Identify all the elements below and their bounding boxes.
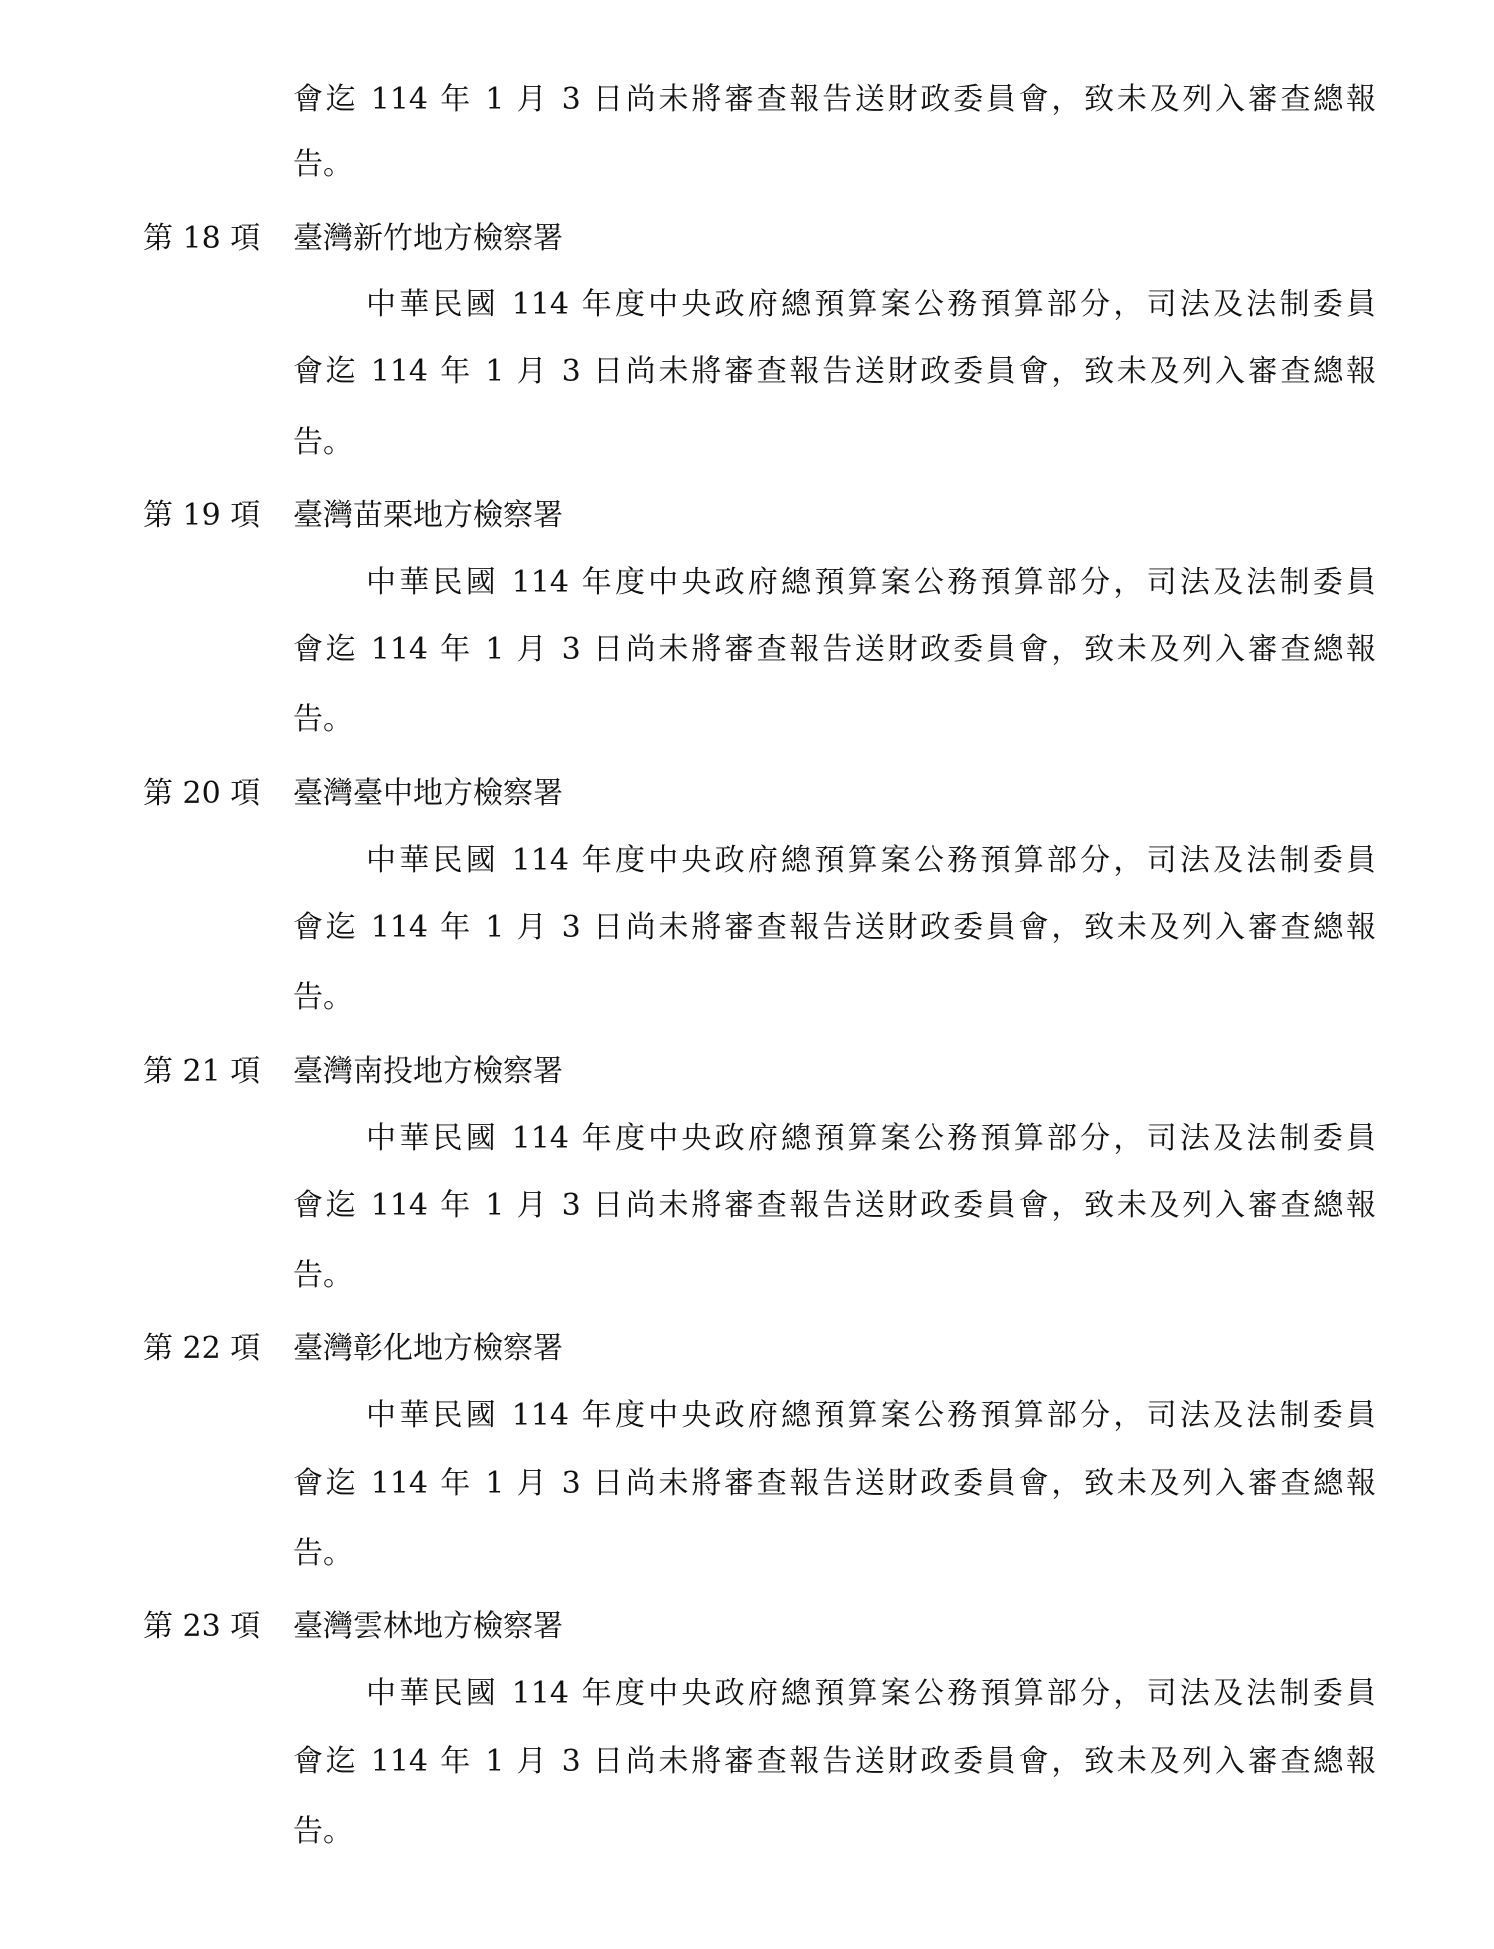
item-20-body-line-3: 告。 bbox=[293, 980, 353, 1015]
item-21-body-line-3: 告。 bbox=[293, 1258, 353, 1293]
item-21-number: 第 21 項 bbox=[143, 1054, 261, 1089]
item-20-title: 臺灣臺中地方檢察署 bbox=[293, 776, 563, 811]
item-19-body-line-1: 中華民國 114 年度中央政府總預算案公務預算部分，司法及法制委員 bbox=[366, 565, 1376, 600]
item-22-number: 第 22 項 bbox=[143, 1331, 261, 1366]
item-23-body-line-3: 告。 bbox=[293, 1814, 353, 1849]
item-18-number: 第 18 項 bbox=[143, 221, 261, 256]
item-18-body-line-3: 告。 bbox=[293, 425, 353, 460]
item-19-body-line-2: 會迄 114 年 1 月 3 日尚未將審查報告送財政委員會，致未及列入審查總報 bbox=[293, 632, 1376, 667]
continuation-line-3: 告。 bbox=[293, 147, 353, 182]
item-23-body-line-2: 會迄 114 年 1 月 3 日尚未將審查報告送財政委員會，致未及列入審查總報 bbox=[293, 1744, 1376, 1779]
item-23-body-line-1: 中華民國 114 年度中央政府總預算案公務預算部分，司法及法制委員 bbox=[366, 1676, 1376, 1711]
item-18-body-line-2: 會迄 114 年 1 月 3 日尚未將審查報告送財政委員會，致未及列入審查總報 bbox=[293, 354, 1376, 389]
item-22-body-line-2: 會迄 114 年 1 月 3 日尚未將審查報告送財政委員會，致未及列入審查總報 bbox=[293, 1466, 1376, 1501]
item-20-number: 第 20 項 bbox=[143, 776, 261, 811]
item-23-title: 臺灣雲林地方檢察署 bbox=[293, 1609, 563, 1644]
continuation-line-2: 會迄 114 年 1 月 3 日尚未將審查報告送財政委員會，致未及列入審查總報 bbox=[293, 82, 1376, 117]
item-19-number: 第 19 項 bbox=[143, 498, 261, 533]
item-18-body-line-1: 中華民國 114 年度中央政府總預算案公務預算部分，司法及法制委員 bbox=[366, 287, 1376, 322]
item-19-body-line-3: 告。 bbox=[293, 702, 353, 737]
item-18-title: 臺灣新竹地方檢察署 bbox=[293, 221, 563, 256]
item-22-body-line-1: 中華民國 114 年度中央政府總預算案公務預算部分，司法及法制委員 bbox=[366, 1398, 1376, 1433]
item-20-body-line-1: 中華民國 114 年度中央政府總預算案公務預算部分，司法及法制委員 bbox=[366, 843, 1376, 878]
item-22-body-line-3: 告。 bbox=[293, 1536, 353, 1571]
item-21-body-line-1: 中華民國 114 年度中央政府總預算案公務預算部分，司法及法制委員 bbox=[366, 1121, 1376, 1156]
item-20-body-line-2: 會迄 114 年 1 月 3 日尚未將審查報告送財政委員會，致未及列入審查總報 bbox=[293, 910, 1376, 945]
item-22-title: 臺灣彰化地方檢察署 bbox=[293, 1331, 563, 1366]
item-21-body-line-2: 會迄 114 年 1 月 3 日尚未將審查報告送財政委員會，致未及列入審查總報 bbox=[293, 1188, 1376, 1223]
item-21-title: 臺灣南投地方檢察署 bbox=[293, 1054, 563, 1089]
item-19-title: 臺灣苗栗地方檢察署 bbox=[293, 498, 563, 533]
item-23-number: 第 23 項 bbox=[143, 1609, 261, 1644]
